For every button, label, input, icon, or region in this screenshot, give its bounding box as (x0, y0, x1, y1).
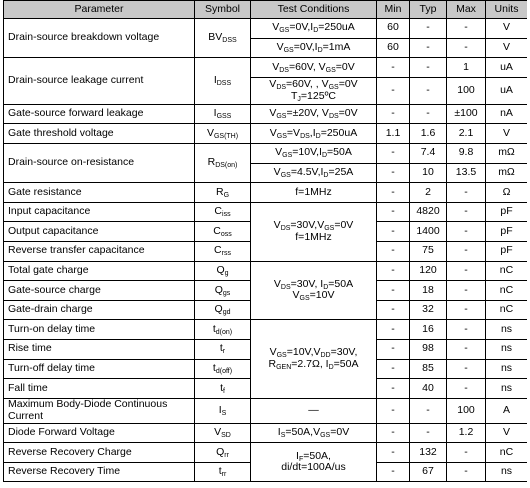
typ-cell: 40 (410, 379, 447, 399)
units-cell: nA (486, 104, 528, 124)
typ-cell: 10 (410, 163, 447, 183)
table-header (4, 1, 528, 19)
parameter-cell: Output capacitance (4, 222, 195, 242)
units-cell: ns (486, 359, 528, 379)
min-cell: - (377, 339, 410, 359)
header-units: Units (486, 1, 528, 19)
units-cell: V (486, 38, 528, 58)
max-cell: - (447, 241, 486, 261)
test-condition-cell: $V_{GS}=10V,I_D=50A$ (251, 143, 377, 163)
parameter-cell: Gate-drain charge (4, 300, 195, 320)
units-cell: Ω (486, 183, 528, 203)
units-cell: ns (486, 320, 528, 340)
typ-cell: 85 (410, 359, 447, 379)
parameter-cell: Gate-source charge (4, 281, 195, 301)
max-cell: - (447, 222, 486, 242)
typ-cell: - (410, 19, 447, 39)
symbol-cell: $C_{rss}$ (195, 241, 251, 261)
max-cell: - (447, 320, 486, 340)
symbol-cell: $C_{iss}$ (195, 202, 251, 222)
min-cell: - (377, 143, 410, 163)
max-cell: - (447, 379, 486, 399)
units-cell: nC (486, 261, 528, 281)
symbol-cell: $I_S$ (195, 398, 251, 423)
max-cell: ±100 (447, 104, 486, 124)
min-cell: - (377, 104, 410, 124)
typ-cell: 1.6 (410, 124, 447, 144)
parameter-cell: Turn-off delay time (4, 359, 195, 379)
max-cell: 2.1 (447, 124, 486, 144)
header-max: Max (447, 1, 486, 19)
max-cell: - (447, 462, 486, 482)
test-condition-cell: $V_{GS}=0V,I_D=1mA$ (251, 38, 377, 58)
parameter-cell: Diode Forward Voltage (4, 423, 195, 443)
typ-cell: 7.4 (410, 143, 447, 163)
units-cell: pF (486, 202, 528, 222)
symbol-cell: $t_f$ (195, 379, 251, 399)
test-condition-cell: $V_{GS}=V_{DS},I_D=250uA$ (251, 124, 377, 144)
units-cell: pF (486, 241, 528, 261)
min-cell: - (377, 423, 410, 443)
parameter-cell: Gate-source forward leakage (4, 104, 195, 124)
typ-cell: 98 (410, 339, 447, 359)
symbol-cell: $t_{rr}$ (195, 462, 251, 482)
table-body (4, 19, 528, 482)
symbol-cell: $Q_{rr}$ (195, 443, 251, 463)
units-cell: ns (486, 379, 528, 399)
table-row (4, 104, 528, 124)
header-test-conditions: Test Conditions (251, 1, 377, 19)
typ-cell: 4820 (410, 202, 447, 222)
min-cell: - (377, 398, 410, 423)
header-min: Min (377, 1, 410, 19)
test-condition-cell: $I_S=50A,V_{GS}=0V$ (251, 423, 377, 443)
test-condition-cell: f=1MHz (251, 183, 377, 203)
symbol-cell: $C_{oss}$ (195, 222, 251, 242)
parameter-cell: Input capacitance (4, 202, 195, 222)
symbol-cell: $R_{DS(on)}$ (195, 143, 251, 182)
symbol-cell: $I_{DSS}$ (195, 58, 251, 105)
max-cell: - (447, 300, 486, 320)
test-condition-cell: $V_{DS}=30V,V_{GS}=0V$ f=1MHz (251, 202, 377, 261)
symbol-cell: $t_{d(off)}$ (195, 359, 251, 379)
units-cell: mΩ (486, 163, 528, 183)
typ-cell: - (410, 58, 447, 78)
min-cell: 60 (377, 38, 410, 58)
max-cell: - (447, 202, 486, 222)
symbol-cell: $V_{SD}$ (195, 423, 251, 443)
table-row (4, 443, 528, 463)
table-row (4, 398, 528, 423)
typ-cell: 18 (410, 281, 447, 301)
units-cell: pF (486, 222, 528, 242)
typ-cell: - (410, 423, 447, 443)
max-cell: 13.5 (447, 163, 486, 183)
max-cell: 100 (447, 77, 486, 104)
units-cell: ns (486, 462, 528, 482)
min-cell: - (377, 462, 410, 482)
min-cell: - (377, 183, 410, 203)
typ-cell: - (410, 104, 447, 124)
test-condition-cell: $V_{DS}=60V$, , $V_{GS}=0V$ $T_J=125ºC$ (251, 77, 377, 104)
parameter-cell: Fall time (4, 379, 195, 399)
test-condition-cell: — (251, 398, 377, 423)
max-cell: - (447, 339, 486, 359)
parameter-cell: Drain-source on-resistance (4, 143, 195, 182)
max-cell: 1.2 (447, 423, 486, 443)
units-cell: mΩ (486, 143, 528, 163)
typ-cell: 75 (410, 241, 447, 261)
table-row (4, 19, 528, 39)
units-cell: nC (486, 281, 528, 301)
min-cell: - (377, 261, 410, 281)
max-cell: - (447, 183, 486, 203)
test-condition-cell: $I_F=50A$, di/dt=100A/us (251, 443, 377, 482)
typ-cell: 32 (410, 300, 447, 320)
min-cell: - (377, 359, 410, 379)
max-cell: - (447, 359, 486, 379)
typ-cell: - (410, 398, 447, 423)
table-row (4, 320, 528, 340)
parameter-cell: Reverse Recovery Charge (4, 443, 195, 463)
test-condition-cell: $V_{GS}=\pm 20V$, $V_{DS}=0V$ (251, 104, 377, 124)
test-condition-cell: $V_{GS}=4.5V,I_D=25A$ (251, 163, 377, 183)
symbol-cell: $V_{GS(TH)}$ (195, 124, 251, 144)
parameter-cell: Drain-source breakdown voltage (4, 19, 195, 58)
units-cell: nC (486, 300, 528, 320)
symbol-cell: $R_G$ (195, 183, 251, 203)
typ-cell: - (410, 38, 447, 58)
units-cell: ns (486, 339, 528, 359)
header-parameter: Parameter (4, 1, 195, 19)
typ-cell: 2 (410, 183, 447, 203)
min-cell: - (377, 320, 410, 340)
units-cell: V (486, 124, 528, 144)
units-cell: uA (486, 77, 528, 104)
parameter-cell: Reverse transfer capacitance (4, 241, 195, 261)
spec-sheet (3, 0, 527, 488)
min-cell: 1.1 (377, 124, 410, 144)
parameter-cell: Drain-source leakage current (4, 58, 195, 105)
table-row (4, 143, 528, 163)
min-cell: - (377, 241, 410, 261)
units-cell: V (486, 19, 528, 39)
typ-cell: 16 (410, 320, 447, 340)
table-row (4, 261, 528, 281)
table-row (4, 124, 528, 144)
parameter-cell: Turn-on delay time (4, 320, 195, 340)
test-condition-cell: $V_{GS}=10V,V_{DD}=30V$, $R_{GEN}=2.7\Omega$, $I_D=50A$ (251, 320, 377, 398)
max-cell: 1 (447, 58, 486, 78)
symbol-cell: $t_{d(on)}$ (195, 320, 251, 340)
typ-cell: - (410, 77, 447, 104)
symbol-cell: $I_{GSS}$ (195, 104, 251, 124)
test-condition-cell: $V_{GS}=0V,I_D=250uA$ (251, 19, 377, 39)
header-typ: Typ (410, 1, 447, 19)
max-cell: 100 (447, 398, 486, 423)
max-cell: - (447, 443, 486, 463)
units-cell: V (486, 423, 528, 443)
symbol-cell: $BV_{DSS}$ (195, 19, 251, 58)
min-cell: - (377, 202, 410, 222)
min-cell: - (377, 58, 410, 78)
min-cell: - (377, 77, 410, 104)
typ-cell: 67 (410, 462, 447, 482)
min-cell: - (377, 281, 410, 301)
max-cell: 9.8 (447, 143, 486, 163)
min-cell: 60 (377, 19, 410, 39)
test-condition-cell: $V_{DS}=30V$, $I_D=50A$ $V_{GS}=10V$ (251, 261, 377, 320)
table-row (4, 202, 528, 222)
electrical-characteristics-table (3, 0, 527, 482)
table-row (4, 58, 528, 78)
parameter-cell: Gate threshold voltage (4, 124, 195, 144)
table-row (4, 423, 528, 443)
max-cell: - (447, 38, 486, 58)
max-cell: - (447, 281, 486, 301)
symbol-cell: $Q_{gd}$ (195, 300, 251, 320)
typ-cell: 120 (410, 261, 447, 281)
min-cell: - (377, 300, 410, 320)
min-cell: - (377, 443, 410, 463)
parameter-cell: Maximum Body-Diode Continuous Current (4, 398, 195, 423)
parameter-cell: Gate resistance (4, 183, 195, 203)
header-symbol: Symbol (195, 1, 251, 19)
typ-cell: 132 (410, 443, 447, 463)
min-cell: - (377, 379, 410, 399)
units-cell: uA (486, 58, 528, 78)
parameter-cell: Reverse Recovery Time (4, 462, 195, 482)
symbol-cell: $Q_g$ (195, 261, 251, 281)
symbol-cell: $t_r$ (195, 339, 251, 359)
parameter-cell: Rise time (4, 339, 195, 359)
test-condition-cell: $V_{DS}=60V$, $V_{GS}=0V$ (251, 58, 377, 78)
units-cell: A (486, 398, 528, 423)
max-cell: - (447, 261, 486, 281)
min-cell: - (377, 163, 410, 183)
typ-cell: 1400 (410, 222, 447, 242)
symbol-cell: $Q_{gs}$ (195, 281, 251, 301)
max-cell: - (447, 19, 486, 39)
table-row (4, 183, 528, 203)
units-cell: nC (486, 443, 528, 463)
min-cell: - (377, 222, 410, 242)
parameter-cell: Total gate charge (4, 261, 195, 281)
